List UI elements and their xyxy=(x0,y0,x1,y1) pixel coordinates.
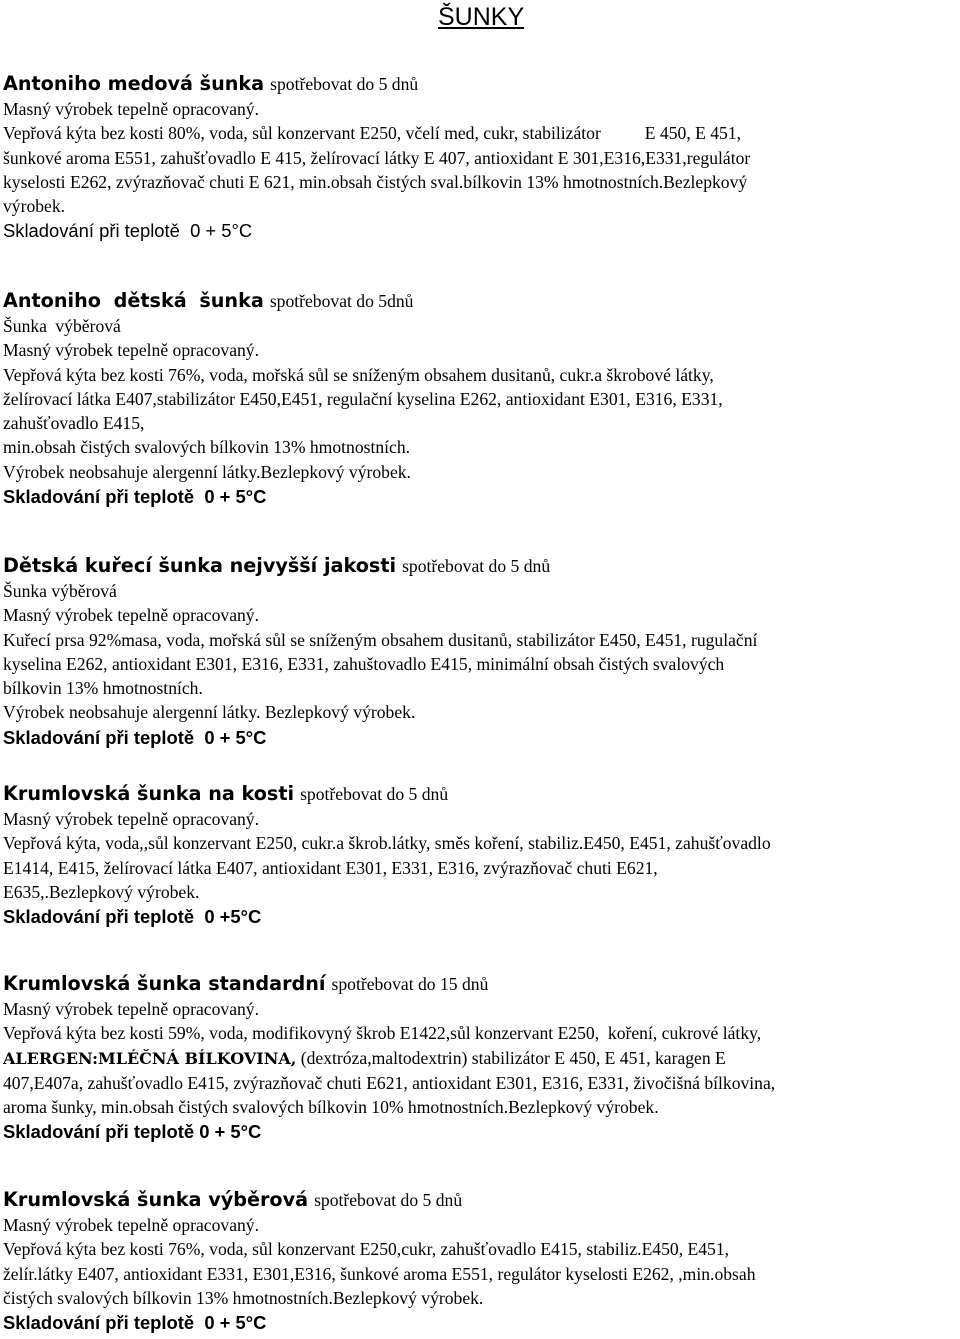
product-text-line: Vepřová kýta bez kosti 80%, voda, sůl konzervant E250, včelí med, cukr, stabilizátor E 450, E 451, xyxy=(3,123,742,144)
product-expiry: spotřebovat do 15 dnů xyxy=(331,974,489,994)
product-text-line: 407,E407a, zahušťovadlo E415, zvýrazňovač chuti E621, antioxidant E301, E316, E331, živočišná bílkovina, xyxy=(3,1072,776,1093)
product-section xyxy=(3,781,955,929)
product-expiry: spotřebovat do 5dnů xyxy=(269,291,414,311)
product-text-line: Vepřová kýta bez kosti 76%, voda, sůl konzervant E250,cukr, zahušťovadlo E415, stabiliz.E450, E451, xyxy=(3,1239,730,1260)
product-heading xyxy=(3,288,955,314)
product-section xyxy=(3,288,955,509)
product-text-line: želír.látky E407, antioxidant E331, E301,E316, šunkové aroma E551, regulátor kyselosti E262, ,min.obsah xyxy=(3,1263,756,1284)
product-heading xyxy=(3,1187,955,1213)
product-text-line: Masný výrobek tepelně opracovaný. xyxy=(3,1215,260,1235)
product-text-line: kyselosti E262, zvýrazňovač chuti E 621, min.obsah čistých sval.bílkovin 13% hmotnostních.Bezlepkový xyxy=(3,171,748,192)
product-heading xyxy=(3,71,955,97)
product-text-line: Výrobek neobsahuje alergenní látky. Bezlepkový výrobek. xyxy=(3,702,416,723)
product-name: Krumlovská šunka standardní xyxy=(3,972,326,995)
storage-note: Skladování při teplotě 0 + 5°C xyxy=(3,726,267,748)
product-text-line: Masný výrobek tepelně opracovaný. xyxy=(3,999,260,1019)
product-text-line: Šunka výběrová xyxy=(3,581,117,601)
product-text-line: šunkové aroma E551, zahušťovadlo E 415, želírovací látky E 407, antioxidant E 301,E316,E331,regulátor xyxy=(3,147,751,168)
storage-note: Skladování při teplotě 0 +5°C xyxy=(3,906,262,928)
product-text-line: čistých svalových bílkovin 13% hmotnostních.Bezlepkový výrobek. xyxy=(3,1287,484,1308)
product-text-line: Masný výrobek tepelně opracovaný. xyxy=(3,340,260,361)
product-text-line: bílkovin 13% hmotnostních. xyxy=(3,678,203,699)
product-text-line: Šunka výběrová xyxy=(3,316,121,336)
product-text-line: Masný výrobek tepelně opracovaný. xyxy=(3,809,260,829)
product-text-line: Masný výrobek tepelně opracovaný. xyxy=(3,99,260,119)
product-text-line: želírovací látka E407,stabilizátor E450,E451, regulační kyselina E262, antioxidant E301, E316, E331, xyxy=(3,388,723,409)
product-text-line: min.obsah čistých svalových bílkovin 13% hmotnostních. xyxy=(3,437,411,458)
page-title: ŠUNKY xyxy=(438,3,525,31)
product-expiry: spotřebovat do 5 dnů xyxy=(300,784,449,804)
product-text-line: výrobek. xyxy=(3,196,66,217)
product-heading xyxy=(3,553,955,579)
product-expiry: spotřebovat do 5 dnů xyxy=(270,74,419,94)
product-text-line: Kuřecí prsa 92%masa, voda, mořská sůl se sníženým obsahem dusitanů, stabilizátor E450, E451, rugulační xyxy=(3,629,758,650)
product-text-line: Výrobek neobsahuje alergenní látky.Bezlepkový výrobek. xyxy=(3,461,411,482)
product-text-line: Vepřová kýta, voda,,sůl konzervant E250, cukr.a škrob.látky, směs koření, stabiliz.E450, E451, zahušťovadlo xyxy=(3,833,771,854)
product-section xyxy=(3,71,955,243)
product-text-line: zahušťovadlo E415, xyxy=(3,413,145,434)
storage-note: Skladování při teplotě 0 + 5°C xyxy=(3,220,253,242)
product-section xyxy=(3,1187,955,1335)
storage-note: Skladování při teplotě 0 + 5°C xyxy=(3,1121,262,1143)
product-text-line: E635,.Bezlepkový výrobek. xyxy=(3,881,200,902)
storage-note: Skladování při teplotě 0 + 5°C xyxy=(3,1312,267,1334)
product-expiry: spotřebovat do 5 dnů xyxy=(314,1190,463,1210)
product-name: Antoniho dětská šunka xyxy=(3,289,264,312)
product-expiry: spotřebovat do 5 dnů xyxy=(402,556,551,576)
product-text-line: kyselina E262, antioxidant E301, E316, E331, zahuštovadlo E415, minimální obsah čistých svalových xyxy=(3,653,725,674)
product-text-line xyxy=(3,1046,955,1071)
storage-note: Skladování při teplotě 0 + 5°C xyxy=(3,486,267,508)
product-text-line: aroma šunky, min.obsah čistých svalových bílkovin 10% hmotnostních.Bezlepkový výrobek. xyxy=(3,1097,659,1118)
allergen-rest: (dextróza,maltodextrin) stabilizátor E 450, E 451, karagen E xyxy=(296,1047,726,1068)
product-heading xyxy=(3,971,955,997)
product-text-line: Vepřová kýta bez kosti 76%, voda, mořská sůl se sníženým obsahem dusitanů, cukr.a škrobové látky, xyxy=(3,364,714,385)
product-section xyxy=(3,553,955,750)
product-text-line: Masný výrobek tepelně opracovaný. xyxy=(3,605,260,626)
product-text-line: Vepřová kýta bez kosti 59%, voda, modifikovyný škrob E1422,sůl konzervant E250, koření, cukrové látky, xyxy=(3,1023,762,1044)
product-name: Dětská kuřecí šunka nejvyšší jakosti xyxy=(3,554,397,577)
product-name: Krumlovská šunka výběrová xyxy=(3,1188,309,1211)
product-name: Antoniho medová šunka xyxy=(3,72,265,95)
product-section xyxy=(3,971,955,1144)
product-name: Krumlovská šunka na kosti xyxy=(3,782,295,805)
product-heading xyxy=(3,781,955,807)
product-text-line: E1414, E415, želírovací látka E407, antioxidant E301, E331, E316, zvýrazňovač chuti E621, xyxy=(3,857,658,878)
allergen-label: ALERGEN:MLÉČNÁ BÍLKOVINA, xyxy=(3,1048,297,1068)
